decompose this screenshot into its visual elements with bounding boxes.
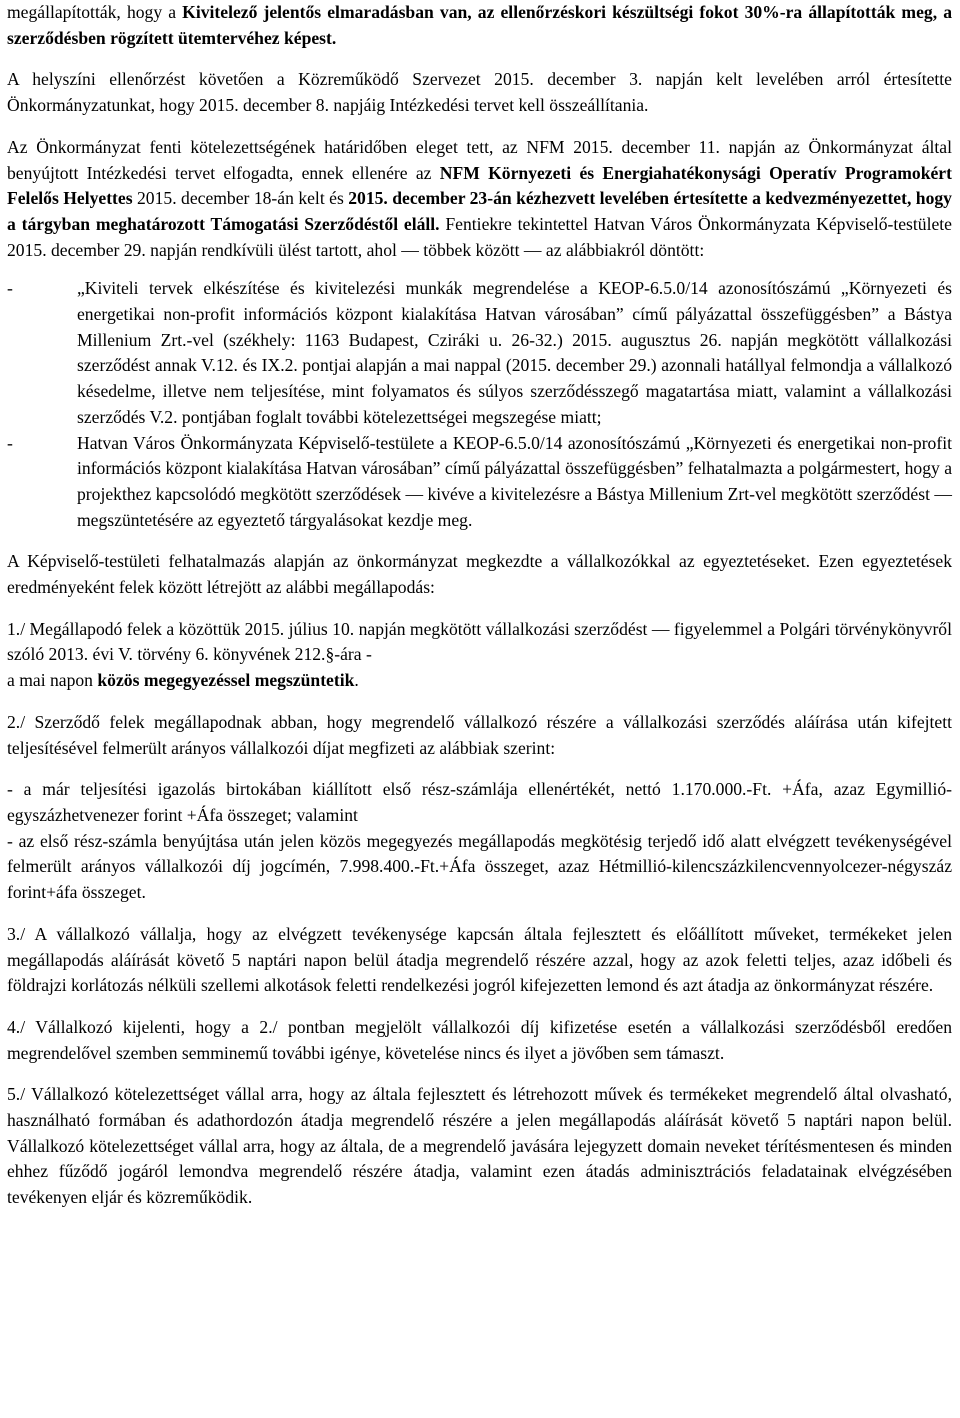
decision-list [7, 276, 952, 533]
bold-finding: Kivitelező jelentős elmaradásban van, az ellenőrzéskori készültségi fokot 30%-ra állapították meg, a szerződésben rögzített ütemtervéhez képest. [7, 2, 952, 48]
paragraph-intro: megállapították, hogy a Kivitelező jelentős elmaradásban van, az ellenőrzéskori készültségi fokot 30%-ra állapították meg, a szerződésben rögzített ütemtervéhez képest. [7, 2, 952, 48]
bold-withdrawal: 2015. december 23-án kézhezvett levelében értesítette a kedvezményezettet, hogy a tárgyban meghatározott Támogatási Szerződéstől eláll. [7, 188, 952, 234]
clause-1: 1./ Megállapodó felek a közöttük 2015. július 10. napján megkötött vállalkozási szerződést — figyelemmel a Polgári törvénykönyvről szóló 2013. évi V. törvény 6. könyvének 212.§-ára - a mai napon közös megegyezéssel megszüntetik. [7, 618, 952, 691]
bold-termination: közös megegyezéssel megszüntetik [97, 670, 355, 691]
bold-nfm: NFM Környezeti és Energiahatékonysági Operatív Programokért Felelős Helyettes [7, 162, 952, 209]
list-item-text: Hatvan Város Önkormányzata Képviselő-testülete a KEOP-6.5.0/14 azonosítószámú „Környezeti és energetikai non-profit információs központ kialakítása Hatvan városában” című pályázattal összefüggésben” felhatalmazta a polgármestert, hogy a projekthez kapcsolódó megkötött szerződések — kivéve a kivitelezésre a Bástya Millenium Zrt-vel megkötött szerződést — megszüntetésére az egyeztető tárgyalásokat kezdje meg. [77, 432, 952, 530]
list-dash: - [7, 432, 13, 453]
paragraph-authorization: A Képviselő-testületi felhatalmazás alapján az önkormányzat megkezdte a vállalkozókkal az egyeztetéseket. Ezen egyeztetések eredményeként felek között létrejött az alábbi megállapodás: [7, 551, 952, 598]
clause-4: 4./ Vállalkozó kijelenti, hogy a 2./ pontban megjelölt vállalkozói díj kifizetése esetén a vállalkozási szerződésből eredően megrendelővel szemben semminemű további igénye, követelése nincs és ilyet a jövőben sem támaszt. [7, 1016, 952, 1063]
paragraph-inspection: A helyszíni ellenőrzést követően a Közreműködő Szervezet 2015. december 3. napján kelt levelében arról értesítette Önkormányzatunkat, hogy 2015. december 8. napjáig Intézkedési tervet kell összeállítania. [7, 69, 952, 116]
list-item [7, 276, 952, 430]
clause-5: 5./ Vállalkozó kötelezettséget vállal arra, hogy az általa fejlesztett és létrehozott művek és termékeket megrendelő által olvasható, használható formában és adathordozón átadja megrendelő részére a jelen megállapodás aláírását követő 5 naptári napon belül. Vállalkozó kötelezettséget vállal arra, hogy az általa, de a megrendelő javására lejegyzett domain neveket térítésmentesen és minden ehhez fűződő jogáról lemondva megrendelő részére átadja, valamint ezen átadás adminisztrációs feladatainak elvégzésében tevékenyen eljár és közreműködik. [7, 1084, 952, 1208]
list-dash: - [7, 278, 13, 299]
clause-3: 3./ A vállalkozó vállalja, hogy az elvégzett tevékenysége kapcsán általa fejlesztett és előállított műveket, termékeket jelen megállapodás aláírását követő 5 naptári napon belül átadja megrendelő részére azzal, hogy az azok feletti teljes, azaz időbeli és földrajzi korlátozás nélküli szellemi alkotások feletti rendelkezési jogról kifejezetten lemond és azt átadja az önkormányzat részére. [7, 923, 952, 996]
clause-2-payment-2: - az első rész-számla benyújtása után jelen közös megegyezés megállapodás megkötésig terjedő idő alatt elvégzett tevékenységével felmerült arányos vállalkozói díj jogcímén, 7.998.400.-Ft.+Áfa összeget, azaz Hétmillió-kilencszázkilencvennyolcezer-négyszáz forint+áfa összeget. [7, 830, 952, 903]
clause-2-payment-1: - a már teljesítési igazolás birtokában kiállított első rész-számlája ellenértékét, nettó 1.170.000.-Ft. +Áfa, azaz Egymillió-egyszázhetvenezer forint +Áfa összeget; valamint [7, 779, 952, 825]
clause-2: 2./ Szerződő felek megállapodnak abban, hogy megrendelő vállalkozó részére a vállalkozási szerződés aláírása után kifejtett teljesítésével felmerült arányos vállalkozói díjat megfizeti az alábbiak szerint: [7, 711, 952, 758]
list-item-text: „Kiviteli tervek elkészítése és kivitelezési munkák megrendelése a KEOP-6.5.0/14 azonosítószámú „Környezeti és energetikai non-profit információs központ kialakítása Hatvan városában” című pályázattal összefüggésben” a Bástya Millenium Zrt.-vel (székhely: 1163 Budapest, Cziráki u. 26-32.) 2015. augusztus 26. napján megkötött vállalkozási szerződést annak V.12. és IX.2. pontjai alapján a mai nappal (2015. december 29.) azonnali hatállyal felmondja a vállalkozó késedelme, illetve nem teljesítése, mint folyamatos és súlyos szerződésszegő magatartása miatt, valamint a vállalkozási szerződés V.2. pontjában foglalt további kötelezettségei megszegése miatt; [77, 278, 952, 427]
paragraph-decision: Az Önkormányzat fenti kötelezettségének határidőben eleget tett, az NFM 2015. december 11. napján az Önkormányzat által benyújtott Intézkedési tervet elfogadta, ennek ellenére az NFM Környezeti és Energiahatékonysági Operatív Programokért Felelős Helyettes 2015. december 18-án kelt és 2015. december 23-án kézhezvett levelében értesítette a kedvezményezettet, hogy a tárgyban meghatározott Támogatási Szerződéstől eláll. Fentiekre tekintettel Hatvan Város Önkormányzata Képviselő-testülete 2015. december 29. napján rendkívüli ülést tartott, ahol — többek között — az alábbiakról döntött: [7, 136, 952, 260]
list-item [7, 431, 952, 534]
